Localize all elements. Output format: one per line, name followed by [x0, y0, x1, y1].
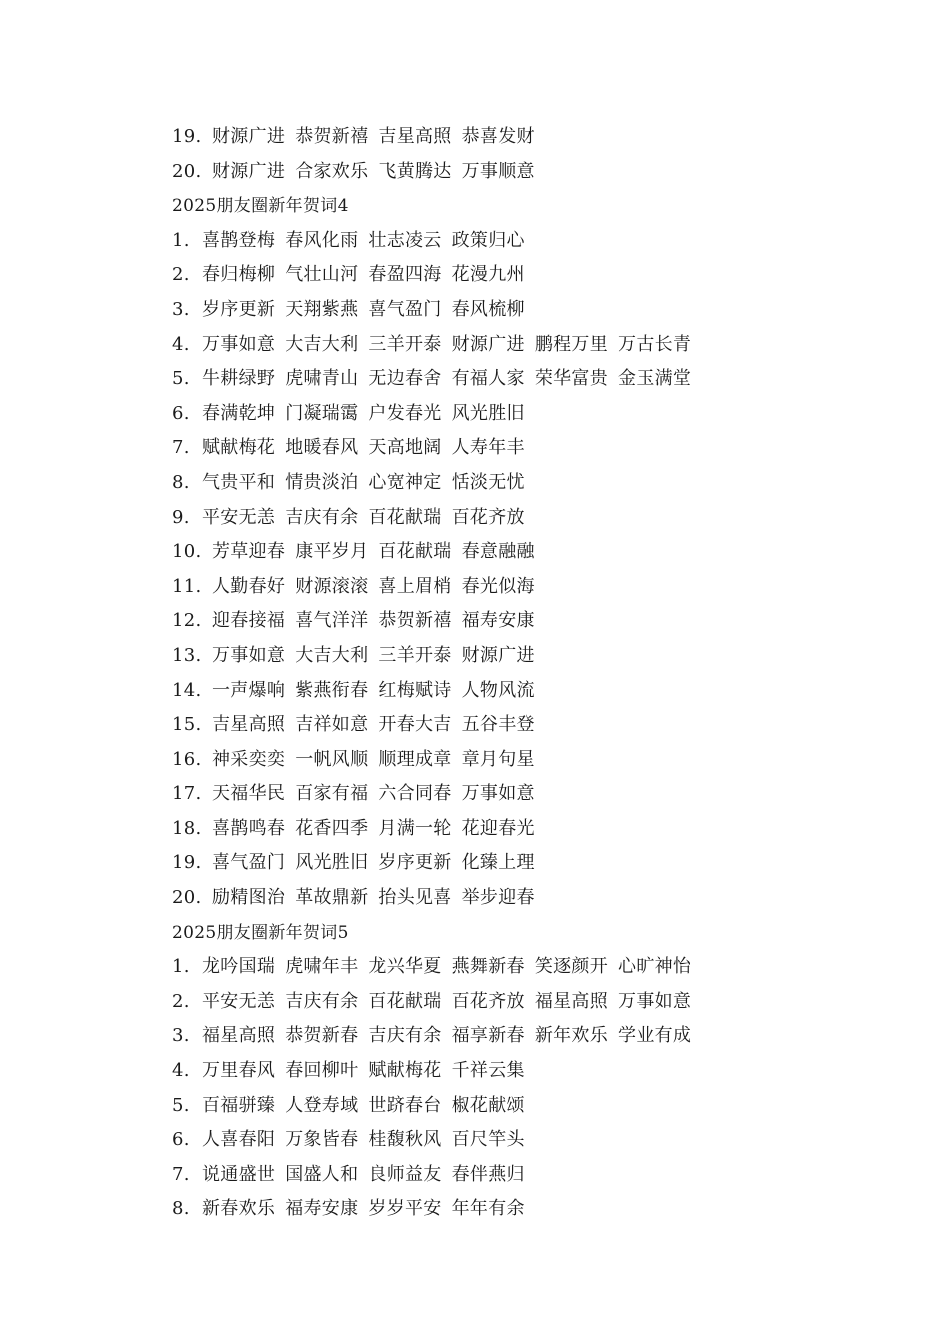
- list-item-number: 11.: [172, 575, 202, 597]
- greeting-phrase: 千祥云集: [451, 1060, 525, 1082]
- list-item: [172, 293, 910, 328]
- greeting-phrase: 岁岁平安: [368, 1198, 442, 1220]
- list-item-number: 7.: [172, 1163, 190, 1185]
- list-item: [172, 985, 910, 1020]
- greeting-phrase: 月满一轮: [378, 817, 452, 839]
- greeting-phrase: 说通盛世: [202, 1163, 276, 1185]
- greeting-phrase: 政策归心: [451, 229, 525, 251]
- list-item: [172, 570, 910, 605]
- greeting-phrase: 春满乾坤: [202, 402, 276, 424]
- list-item: [172, 708, 910, 743]
- list-item: [172, 1158, 910, 1193]
- list-item-number: 9.: [172, 506, 190, 528]
- greeting-phrase: 人勤春好: [212, 575, 286, 597]
- list-item-number: 1.: [172, 956, 190, 978]
- greeting-phrase: 笑逐颜开: [534, 956, 609, 978]
- greeting-phrase: 人寿年丰: [451, 437, 525, 459]
- greeting-phrase: 举步迎春: [461, 887, 535, 909]
- greeting-phrase: 三羊开泰: [368, 333, 442, 355]
- greeting-phrase: 吉祥如意: [295, 714, 369, 736]
- list-item: [172, 812, 910, 847]
- greeting-phrase: 喜气盈门: [212, 852, 286, 874]
- greeting-phrase: 良师益友: [368, 1163, 442, 1185]
- greeting-phrase: 财源广进: [212, 160, 286, 182]
- greeting-phrase: 吉庆有余: [368, 1025, 442, 1047]
- greeting-phrase: 百花齐放: [451, 990, 525, 1012]
- greeting-phrase: 花迎春光: [461, 817, 535, 839]
- greeting-phrase: 喜鹊登梅: [202, 229, 276, 251]
- list-item-number: 7.: [172, 437, 190, 459]
- greeting-phrase: 财源广进: [451, 333, 525, 355]
- greeting-phrase: 鹏程万里: [534, 333, 609, 355]
- greeting-phrase: 革故鼎新: [295, 887, 369, 909]
- greeting-phrase: 龙吟国瑞: [202, 956, 276, 978]
- greeting-phrase: 风光胜旧: [451, 402, 525, 424]
- greeting-phrase: 新年欢乐: [534, 1025, 609, 1047]
- greeting-phrase: 喜气盈门: [368, 298, 442, 320]
- list-item: [172, 1054, 910, 1089]
- list-item: [172, 120, 910, 155]
- list-item-number: 15.: [172, 714, 202, 736]
- list-item: [172, 224, 910, 259]
- list-item: [172, 743, 910, 778]
- greeting-phrase: 春意融融: [461, 541, 535, 563]
- list-item-number: 2.: [172, 264, 190, 286]
- greeting-phrase: 人登寿域: [285, 1094, 359, 1116]
- greeting-phrase: 财源广进: [461, 644, 535, 666]
- greeting-phrase: 财源广进: [212, 126, 286, 147]
- list-item: [172, 639, 910, 674]
- greeting-phrase: 户发春光: [368, 402, 442, 424]
- greeting-phrase: 喜上眉梢: [378, 575, 452, 597]
- list-item: [172, 1089, 910, 1124]
- greeting-phrase: 牛耕绿野: [202, 368, 276, 390]
- document-page: [172, 120, 910, 1227]
- greeting-phrase: 万事如意: [618, 990, 692, 1012]
- greeting-phrase: 春光似海: [461, 575, 535, 597]
- greeting-phrase: 三羊开泰: [378, 644, 452, 666]
- greeting-phrase: 国盛人和: [285, 1163, 359, 1185]
- list-item-number: 19.: [172, 126, 202, 147]
- list-item: [172, 1123, 910, 1158]
- greeting-phrase: 虎啸年丰: [285, 956, 359, 978]
- greeting-phrase: 百花齐放: [451, 506, 525, 528]
- greeting-phrase: 恭喜发财: [461, 126, 535, 147]
- greeting-phrase: 紫燕衔春: [295, 679, 369, 701]
- greeting-phrase: 福星高照: [202, 1025, 276, 1047]
- list-item: [172, 950, 910, 985]
- greeting-phrase: 地暖春风: [285, 437, 359, 459]
- greeting-phrase: 年年有余: [451, 1198, 525, 1220]
- greeting-phrase: 百花献瑞: [368, 506, 442, 528]
- greeting-phrase: 五谷丰登: [461, 714, 535, 736]
- greeting-phrase: 开春大吉: [378, 714, 452, 736]
- list-item: [172, 155, 910, 190]
- greeting-phrase: 天翔紫燕: [285, 298, 359, 320]
- greeting-phrase: 吉庆有余: [285, 990, 359, 1012]
- greeting-phrase: 天高地阔: [368, 437, 442, 459]
- greeting-phrase: 有福人家: [451, 368, 525, 390]
- greeting-phrase: 赋献梅花: [202, 437, 276, 459]
- greeting-phrase: 春回柳叶: [285, 1060, 359, 1082]
- greeting-phrase: 大吉大利: [285, 333, 359, 355]
- greeting-phrase: 百尺竿头: [451, 1129, 525, 1151]
- greeting-phrase: 大吉大利: [295, 644, 369, 666]
- greeting-phrase: 心旷神怡: [618, 956, 692, 978]
- list-item-number: 14.: [172, 679, 202, 701]
- list-item: [172, 1019, 910, 1054]
- greeting-phrase: 六合同春: [378, 783, 452, 805]
- greeting-phrase: 气壮山河: [285, 264, 359, 286]
- greeting-phrase: 芳草迎春: [212, 541, 286, 563]
- list-item: [172, 397, 910, 432]
- list-item-number: 5.: [172, 1094, 190, 1116]
- greeting-phrase: 红梅赋诗: [378, 679, 452, 701]
- greeting-phrase: 迎春接福: [212, 610, 286, 632]
- list-item-number: 3.: [172, 1025, 190, 1047]
- greeting-phrase: 励精图治: [212, 887, 286, 909]
- greeting-phrase: 金玉满堂: [618, 368, 692, 390]
- greeting-phrase: 心宽神定: [368, 471, 442, 493]
- greeting-phrase: 壮志凌云: [368, 229, 442, 251]
- greeting-phrase: 康平岁月: [295, 541, 369, 563]
- list-item-number: 4.: [172, 333, 190, 355]
- greeting-phrase: 龙兴华夏: [368, 956, 442, 978]
- greeting-phrase: 恭贺新禧: [295, 126, 369, 147]
- greeting-phrase: 花漫九州: [451, 264, 525, 286]
- list-item: [172, 362, 910, 397]
- greeting-phrase: 燕舞新春: [451, 956, 525, 978]
- greeting-phrase: 喜鹊鸣春: [212, 817, 286, 839]
- list-item: [172, 258, 910, 293]
- list-item: [172, 328, 910, 363]
- greeting-phrase: 平安无恙: [202, 506, 276, 528]
- greeting-phrase: 恬淡无忧: [451, 471, 525, 493]
- greeting-phrase: 百花献瑞: [368, 990, 442, 1012]
- greeting-phrase: 荣华富贵: [534, 368, 609, 390]
- greeting-phrase: 万事顺意: [461, 160, 535, 182]
- greeting-phrase: 吉星高照: [212, 714, 286, 736]
- greeting-phrase: 岁序更新: [378, 852, 452, 874]
- greeting-phrase: 合家欢乐: [295, 160, 369, 182]
- greeting-phrase: 神采奕奕: [212, 748, 286, 770]
- greeting-phrase: 虎啸青山: [285, 368, 359, 390]
- greeting-phrase: 财源滚滚: [295, 575, 369, 597]
- greeting-phrase: 门凝瑞霭: [285, 402, 359, 424]
- greeting-phrase: 百福骈臻: [202, 1094, 276, 1116]
- greeting-phrase: 顺理成章: [378, 748, 452, 770]
- greeting-phrase: 恭贺新春: [285, 1025, 359, 1047]
- list-item-number: 6.: [172, 1129, 190, 1151]
- list-item-number: 18.: [172, 817, 202, 839]
- section-heading: 2025朋友圈新年贺词4: [172, 196, 349, 217]
- greeting-phrase: 春伴燕归: [451, 1163, 525, 1185]
- list-item-number: 19.: [172, 852, 202, 874]
- greeting-phrase: 吉庆有余: [285, 506, 359, 528]
- greeting-phrase: 人物风流: [461, 679, 535, 701]
- greeting-phrase: 万事如意: [202, 333, 276, 355]
- greeting-phrase: 万古长青: [618, 333, 692, 355]
- list-item: [172, 535, 910, 570]
- greeting-phrase: 桂馥秋风: [368, 1129, 442, 1151]
- greeting-phrase: 万事如意: [461, 783, 535, 805]
- greeting-phrase: 福寿安康: [285, 1198, 359, 1220]
- list-item-number: 4.: [172, 1060, 190, 1082]
- greeting-phrase: 万里春风: [202, 1060, 276, 1082]
- list-item: [172, 1192, 910, 1227]
- list-item-number: 5.: [172, 368, 190, 390]
- list-item: [172, 466, 910, 501]
- greeting-phrase: 春风梳柳: [451, 298, 525, 320]
- greeting-phrase: 情贵淡泊: [285, 471, 359, 493]
- greeting-phrase: 一帆风顺: [295, 748, 369, 770]
- greeting-phrase: 风光胜旧: [295, 852, 369, 874]
- list-item-number: 10.: [172, 541, 202, 563]
- greeting-phrase: 化臻上理: [461, 852, 535, 874]
- greeting-phrase: 花香四季: [295, 817, 369, 839]
- greeting-phrase: 恭贺新禧: [378, 610, 452, 632]
- greeting-phrase: 人喜春阳: [202, 1129, 276, 1151]
- greeting-phrase: 福星高照: [534, 990, 609, 1012]
- greeting-phrase: 学业有成: [618, 1025, 692, 1047]
- list-item-number: 13.: [172, 644, 202, 666]
- greeting-phrase: 气贵平和: [202, 471, 276, 493]
- list-item: [172, 674, 910, 709]
- greeting-phrase: 无边春舍: [368, 368, 442, 390]
- list-item-number: 20.: [172, 160, 202, 182]
- list-item-number: 8.: [172, 1198, 190, 1220]
- greeting-phrase: 福享新春: [451, 1025, 525, 1047]
- greeting-phrase: 一声爆响: [212, 679, 286, 701]
- greeting-phrase: 赋献梅花: [368, 1060, 442, 1082]
- list-item: [172, 431, 910, 466]
- greeting-phrase: 飞黄腾达: [378, 160, 452, 182]
- greeting-phrase: 章月句星: [461, 748, 535, 770]
- greeting-phrase: 万象皆春: [285, 1129, 359, 1151]
- list-item-number: 8.: [172, 471, 190, 493]
- greeting-phrase: 春盈四海: [368, 264, 442, 286]
- greeting-phrase: 抬头见喜: [378, 887, 452, 909]
- greeting-phrase: 椒花献颂: [451, 1094, 525, 1116]
- greeting-phrase: 天福华民: [212, 783, 286, 805]
- greeting-phrase: 百家有福: [295, 783, 369, 805]
- greeting-phrase: 春风化雨: [285, 229, 359, 251]
- greeting-phrase: 万事如意: [212, 644, 286, 666]
- greeting-phrase: 百花献瑞: [378, 541, 452, 563]
- list-item-number: 12.: [172, 610, 202, 632]
- list-item-number: 3.: [172, 298, 190, 320]
- list-item: [172, 777, 910, 812]
- list-item-number: 6.: [172, 402, 190, 424]
- greeting-phrase: 春归梅柳: [202, 264, 276, 286]
- list-item: [172, 881, 910, 916]
- greeting-phrase: 新春欢乐: [202, 1198, 276, 1220]
- greeting-phrase: 平安无恙: [202, 990, 276, 1012]
- list-item: [172, 604, 910, 639]
- list-item-number: 20.: [172, 887, 202, 909]
- list-item-number: 2.: [172, 990, 190, 1012]
- greeting-phrase: 吉星高照: [378, 126, 452, 147]
- list-item-number: 17.: [172, 783, 202, 805]
- greeting-phrase: 福寿安康: [461, 610, 535, 632]
- greeting-phrase: 世跻春台: [368, 1094, 442, 1116]
- list-item-number: 1.: [172, 229, 190, 251]
- greeting-phrase: 岁序更新: [202, 298, 276, 320]
- list-item: [172, 501, 910, 536]
- section-heading: 2025朋友圈新年贺词5: [172, 922, 349, 943]
- list-item-number: 16.: [172, 748, 202, 770]
- list-item: [172, 846, 910, 881]
- greeting-phrase: 喜气洋洋: [295, 610, 369, 632]
